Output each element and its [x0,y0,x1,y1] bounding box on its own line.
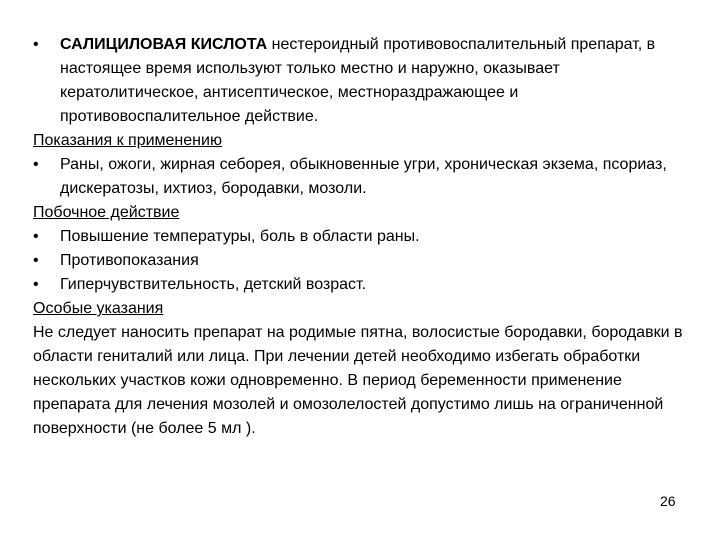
side-effects-heading: Побочное действие [33,204,180,221]
special-notes-text: Не следует наносить препарат на родимые пятна, волосистые бородавки, бородавки в области гениталий или лица. При лечении детей необходимо избегать обработки нескольких участков кожи одновременно. В период беременности применение препарата для лечения мозолей и омозолелостей допустимо лишь на ограниченной поверхности (не более 5 мл ). [33,324,683,437]
page-number: 26 [660,493,676,509]
drug-description: нестероидный противовоспалительный препарат, в настоящее время используют только местно и наружно, оказывает кератолитическое, антисептическое, местнораздражающее и противовоспалительное действие. [60,36,656,125]
indications-item [33,153,683,201]
indications-heading: Показания к применению [33,132,222,149]
contraindications-item [33,249,683,273]
contraindications-text-item [33,273,683,297]
special-notes-heading: Особые указания [33,300,164,317]
drug-name: САЛИЦИЛОВАЯ КИСЛОТА [60,36,268,53]
bullet-icon: • [33,36,39,53]
side-effects-item [33,225,683,249]
drug-description-item [33,33,683,129]
bullet-icon: • [33,276,39,293]
contraindications-label: Противопоказания [60,252,199,269]
slide-content [33,33,683,441]
bullet-icon: • [33,228,39,245]
side-effects-text: Повышение температуры, боль в области раны. [60,228,420,245]
bullet-icon: • [33,252,39,269]
bullet-icon: • [33,156,39,173]
indications-text: Раны, ожоги, жирная себорея, обыкновенные угри, хроническая экзема, псориаз, дискератозы, ихтиоз, бородавки, мозоли. [60,156,667,197]
contraindications-text: Гиперчувствительность, детский возраст. [60,276,367,293]
